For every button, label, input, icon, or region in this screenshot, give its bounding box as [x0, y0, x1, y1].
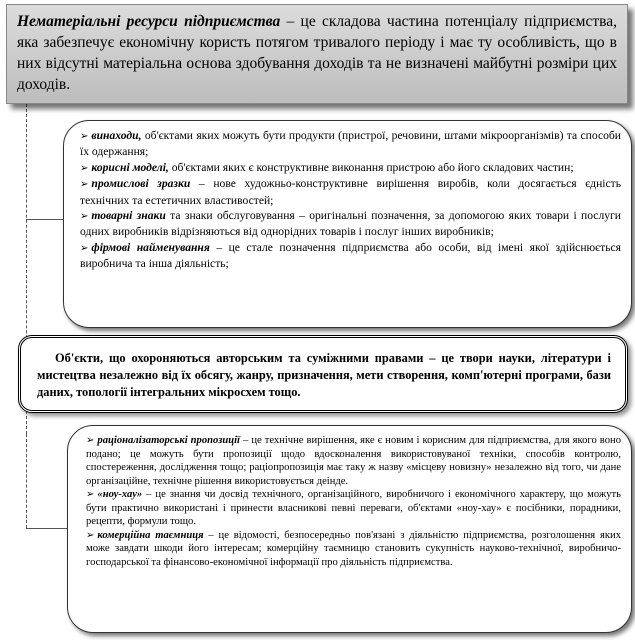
arrow-bullet-icon: ➢ — [86, 529, 95, 541]
item-text: об'єктами яких можуть бути продукти (пристрої, речовини, штами мікроорганізмів) та способи їх одержання; — [80, 129, 621, 159]
item-term: раціоналізаторські пропозиції — [97, 435, 240, 446]
item-term: винаходи, — [91, 129, 142, 142]
item-text: – нове художньо-конструктивне вирішення виробів, коли досягається єдність технічних та естетичних властивостей; — [80, 177, 621, 207]
item-text: – це стале позначення підприємства або особи, від імені якої здійснюється виробнича та інша діяльність; — [80, 240, 621, 271]
arrow-bullet-icon: ➢ — [86, 489, 95, 500]
item-term: комерційна таємниця — [97, 529, 204, 541]
connector-tick — [26, 219, 63, 220]
item-term: «ноу-хау» — [97, 489, 143, 500]
item-term: фірмові найменування — [91, 240, 210, 254]
item-term: товарні знаки — [91, 209, 166, 223]
connector-tick — [26, 528, 67, 529]
definition-banner — [6, 4, 628, 104]
arrow-bullet-icon: ➢ — [80, 179, 89, 191]
arrow-bullet-icon: ➢ — [86, 435, 95, 446]
list-item — [80, 208, 621, 240]
list-item — [80, 176, 621, 208]
copyright-box — [18, 335, 628, 413]
definition-text: – це складова частина потенціалу підприємства, яка забезпечує економічну користь потягом тривалого періоду і має ту особливість, що в них відсутні матеріальна основа здобування доходів та не визначені майбутні розміри цих доходів. — [17, 13, 617, 93]
industrial-property-box — [63, 120, 632, 328]
definition-term: Нематеріальні ресурси підприємства — [17, 13, 281, 30]
other-objects-box — [67, 425, 632, 633]
item-term: корисні моделі, — [91, 160, 169, 174]
definition-paragraph — [17, 11, 617, 95]
copyright-text: Об'єкти, що охороняються авторським та суміжними правами – це твори науки, літератури і мистецтва незалежно від їх обсягу, жанру, призначення, мети створення, комп'ютерні програми, бази даних, топології інтегральних мікросхем тощо. — [37, 351, 611, 399]
item-text: – це технічне вирішення, яке є новим і корисним для підприємства, для якого воно подано; це можуть бути пропозиції щодо вдосконалення використовуваної техніки, способів контролю, спостереження, дослідження тощо; раціопропозиція має таку ж назву «місцеву новизну» незалежно від того, чи дане організаційне, технічне рішення використовується деінде. — [86, 435, 621, 487]
arrow-bullet-icon: ➢ — [80, 131, 89, 142]
arrow-bullet-icon: ➢ — [80, 162, 89, 174]
item-text: та знаки обслуговування – оригінальні позначення, за допомогою яких товари і послуги одних виробників відрізняються від однорідних товарів і послуг інших виробників; — [80, 209, 621, 239]
list-item — [80, 128, 621, 160]
list-item — [86, 434, 621, 488]
item-text: – це відомості, безпосередньо пов'язані з діяльністю підприємства, розголошення яких може завдати шкоди його інтересам; комерційну таємницю становить сукупність науково-технічної, виробничо-господарської та фінансово-економічної інформації про діяльність підприємства. — [86, 529, 621, 568]
arrow-bullet-icon: ➢ — [80, 211, 89, 223]
item-term: промислові зразки — [91, 177, 191, 191]
item-text: об'єктами яких є конструктивне виконання пристрою або його складових частин; — [168, 160, 574, 174]
list-item — [86, 529, 621, 570]
list-item — [80, 160, 621, 176]
list-item — [80, 240, 621, 272]
arrow-bullet-icon: ➢ — [80, 242, 89, 254]
connector-line — [26, 434, 27, 528]
item-text: – це знання чи досвід технічного, організаційного, виробничого і економічного характеру, що можуть бути практично використані і принести власникові певні переваги, об'єктами «ноу-хау» є посібники, порадники, рецепти, формули тощо. — [86, 489, 621, 527]
list-item — [86, 488, 621, 529]
